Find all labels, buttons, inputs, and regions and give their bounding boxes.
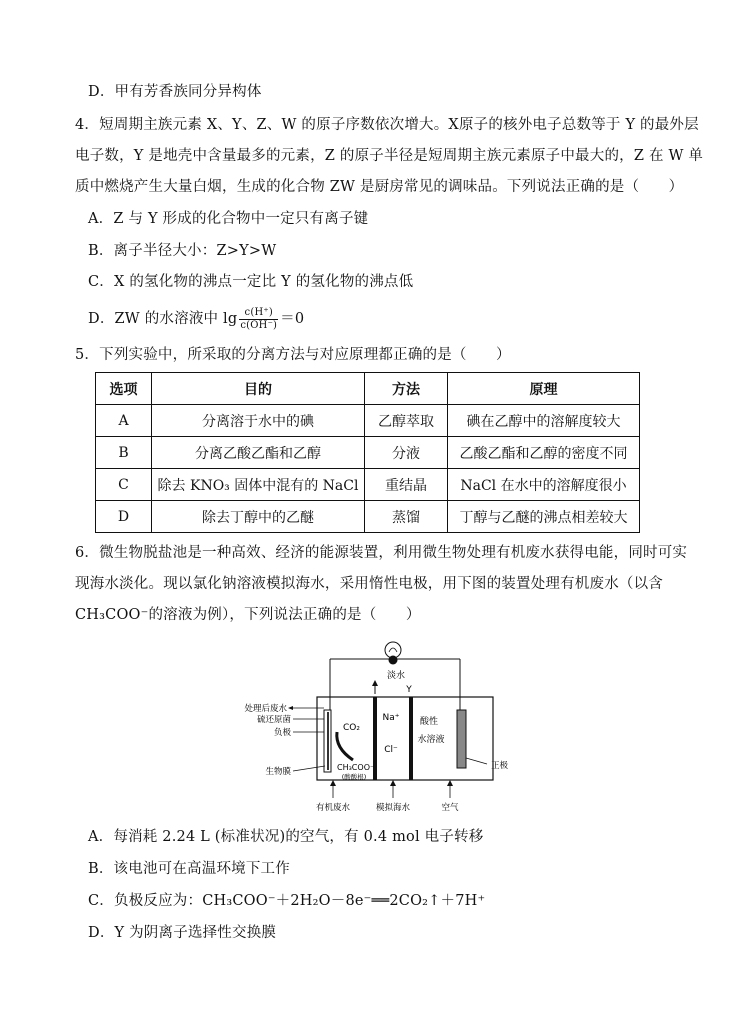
- q4-stem-line1: 4．短周期主族元素 X、Y、Z、W 的原子序数依次增大。X原子的核外电子总数等于 Y 的最外层: [75, 117, 699, 133]
- arrowhead-icon: [447, 780, 453, 786]
- q3-option-d: D．甲有芳香族同分异构体: [88, 84, 262, 100]
- acidic-solution-label: 酸性: [419, 717, 439, 727]
- q4-option-d: [88, 304, 304, 334]
- organic-wastewater-label: 有机废水: [315, 803, 351, 812]
- sulfur-bacteria-label: 硫还原菌: [256, 715, 291, 725]
- table-header: 选项: [96, 373, 152, 405]
- biofilm-label: 生物膜: [265, 767, 291, 777]
- q6-option-a: A．每消耗 2.24 L (标准状况)的空气，有 0.4 mol 电子转移: [88, 829, 484, 845]
- table-cell: 丁醇与乙醚的沸点相差较大: [448, 501, 640, 533]
- acidic-solution-label: 水溶液: [417, 735, 445, 745]
- table-cell: 蒸馏: [365, 501, 448, 533]
- q4-fraction: [239, 307, 278, 332]
- q6-option-d: D．Y 为阴离子选择性交换膜: [88, 925, 277, 941]
- biofilm: [327, 712, 329, 770]
- table-cell: 分离溶于水中的碘: [152, 405, 365, 437]
- table-cell: NaCl 在水中的溶解度很小: [448, 469, 640, 501]
- q5-stem: 5．下列实验中，所采取的分离方法与对应原理都正确的是（ ）: [75, 347, 511, 363]
- table-row: [96, 405, 640, 437]
- positive-electrode: [457, 710, 466, 768]
- treated-wastewater-label: 处理后废水: [244, 704, 287, 714]
- q4-option-b: B．离子半径大小：Z>Y>W: [88, 243, 277, 259]
- membrane-y-label: Y: [406, 685, 412, 695]
- table-cell: 分液: [365, 437, 448, 469]
- arrowhead-icon: [390, 780, 396, 786]
- table-row: [96, 437, 640, 469]
- table-header: 目的: [152, 373, 365, 405]
- table-cell: 乙酸乙酯和乙醇的密度不同: [448, 437, 640, 469]
- q4-option-c: C．X 的氢化物的沸点一定比 Y 的氢化物的沸点低: [88, 274, 414, 290]
- q5-table: [95, 372, 640, 533]
- simulated-seawater-label: 模拟海水: [375, 803, 411, 812]
- table-cell: 乙醇萃取: [365, 405, 448, 437]
- acetate-note: (酸酸根): [341, 773, 367, 781]
- leader-line: [293, 766, 325, 771]
- q4-option-d-suffix: ＝0: [280, 311, 305, 327]
- electrolytic-cell-diagram: [225, 640, 525, 812]
- table-cell: B: [96, 437, 152, 469]
- table-cell: D: [96, 501, 152, 533]
- fraction-denominator: c(OH⁻): [240, 319, 278, 331]
- table-header: 方法: [365, 373, 448, 405]
- table-cell: A: [96, 405, 152, 437]
- leader-line: [466, 758, 487, 764]
- fresh-water-label: 淡水: [386, 671, 406, 681]
- q6-option-c: C．负极反应为：CH₃COO⁻＋2H₂O－8e⁻══2CO₂↑＋7H⁺: [88, 893, 486, 909]
- table-header-row: [96, 373, 640, 405]
- table-cell: 除去 KNO₃ 固体中混有的 NaCl: [152, 469, 365, 501]
- light-bulb-icon: [385, 642, 401, 665]
- arrowhead-icon: [372, 680, 378, 686]
- table-row: [96, 501, 640, 533]
- table-cell: 除去丁醇中的乙醚: [152, 501, 365, 533]
- air-label: 空气: [441, 803, 459, 812]
- q6-stem-line1: 6．微生物脱盐池是一种高效、经济的能源装置，利用微生物处理有机废水获得电能，同时可实: [75, 545, 688, 561]
- negative-electrode-label: 负极: [273, 728, 291, 738]
- q4-stem-line2: 电子数，Y 是地壳中含量最多的元素，Z 的原子半径是短周期主族元素原子中最大的，Z 在 W 单: [75, 148, 704, 164]
- q6-stem-line2: 现海水淡化。现以氯化钠溶液模拟海水，采用惰性电极，用下图的装置处理有机废水（以含: [75, 576, 663, 592]
- arrowhead-icon: [288, 706, 293, 710]
- fraction-numerator: c(H⁺): [239, 307, 278, 320]
- positive-electrode-label: 正极: [491, 761, 509, 771]
- table-cell: 重结晶: [365, 469, 448, 501]
- table-cell: C: [96, 469, 152, 501]
- q6-stem-line3: CH₃COO⁻的溶液为例），下列说法正确的是（ ）: [75, 607, 421, 623]
- q4-option-d-prefix: D．ZW 的水溶液中 lg: [88, 311, 238, 327]
- arrowhead-icon: [330, 780, 336, 786]
- table-cell: 碘在乙醇中的溶解度较大: [448, 405, 640, 437]
- reaction-arrow: [337, 732, 353, 760]
- acetate-label: CH₃COO⁻: [337, 763, 375, 772]
- chloride-ion-label: Cl⁻: [384, 745, 398, 755]
- sodium-ion-label: Na⁺: [382, 713, 400, 723]
- q6-option-b: B．该电池可在高温环境下工作: [88, 861, 290, 877]
- table-header: 原理: [448, 373, 640, 405]
- q4-option-a: A．Z 与 Y 形成的化合物中一定只有离子键: [88, 211, 369, 227]
- co2-label: CO₂: [343, 723, 360, 733]
- q4-stem-line3: 质中燃烧产生大量白烟，生成的化合物 ZW 是厨房常见的调味品。下列说法正确的是（ ）: [75, 179, 684, 195]
- table-row: [96, 469, 640, 501]
- membrane-x: [409, 697, 413, 780]
- table-cell: 分离乙酸乙酯和乙醇: [152, 437, 365, 469]
